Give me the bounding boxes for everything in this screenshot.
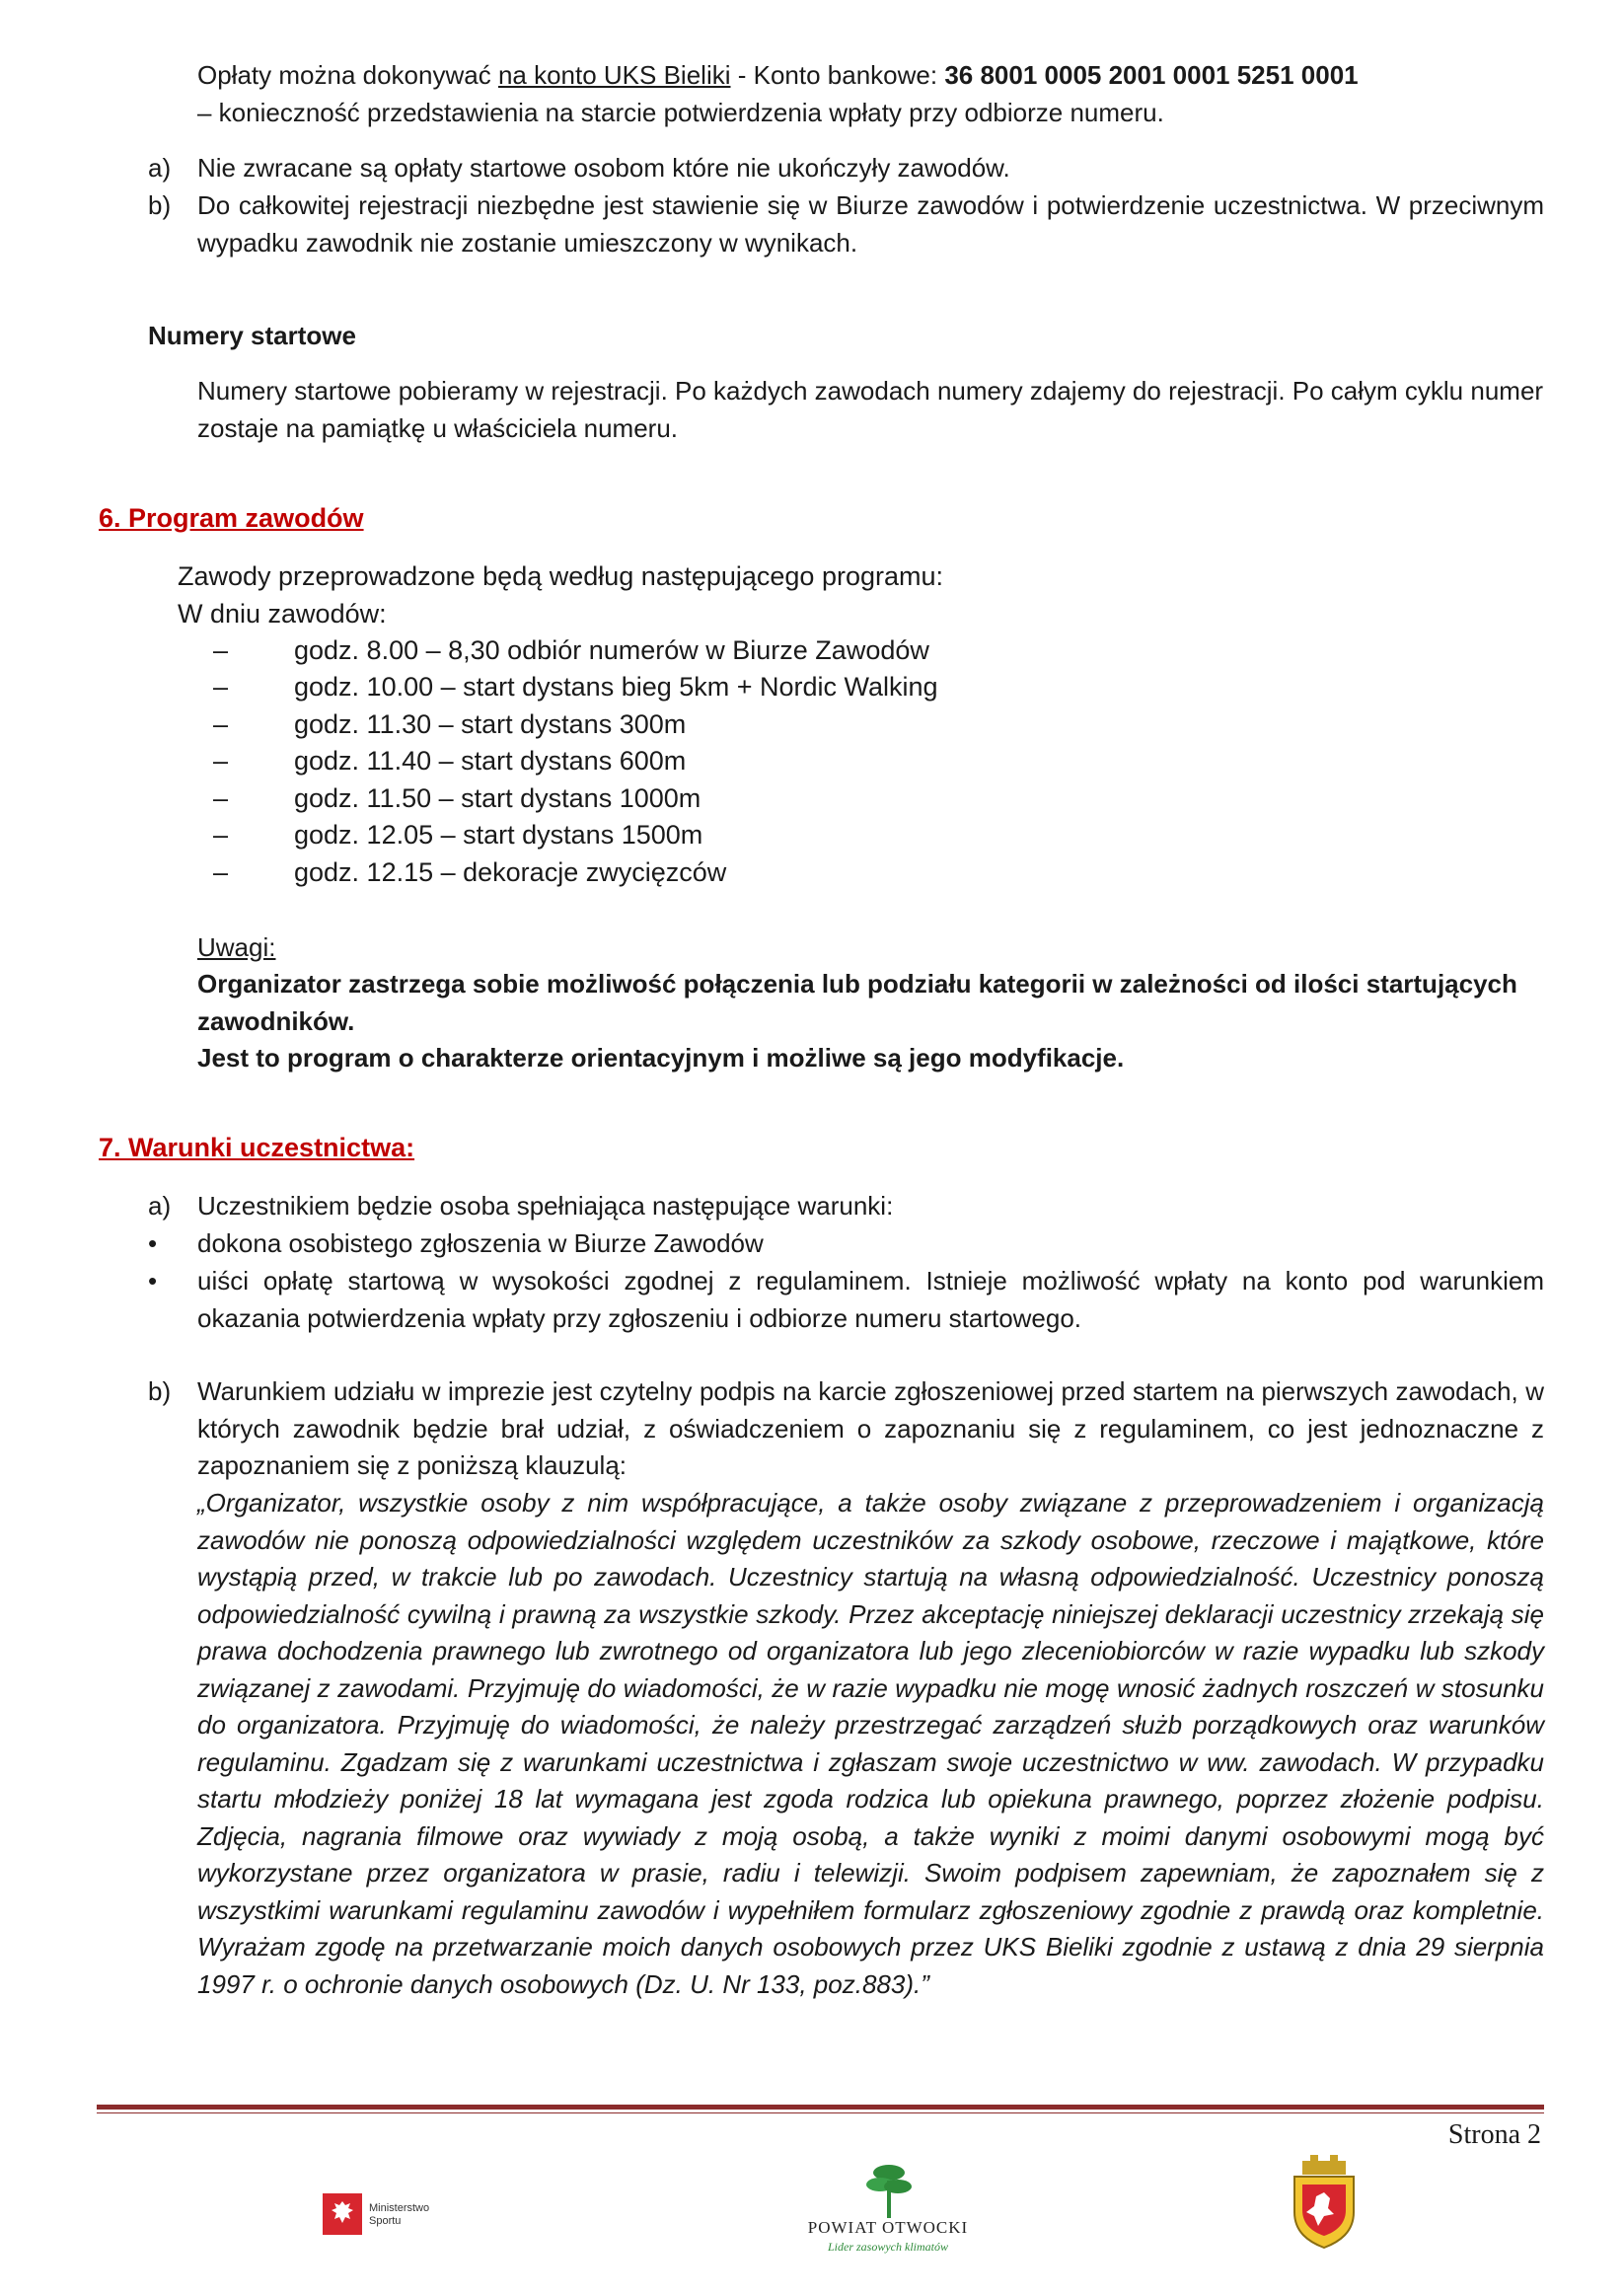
payment-line-2: – konieczność przedstawienia na starcie potwierdzenia wpłaty przy odbiorze numeru.: [197, 98, 1164, 127]
liability-clause: „Organizator, wszystkie osoby z nim współpracujące, a także osoby związane z przeprowadzeniem i organizacją zawodów nie ponoszą odpowiedzialności względem uczestników za szkody osobowe, rzeczowe i majątkowe, które wystąpią przed, w trakcie lub po zawodach. Uczestnicy startują na własną odpowiedzialność. Uczestnicy ponoszą odpowiedzialność cywilną i prawną za wszystkie szkody. Przez akceptację niniejszej deklaracji uczestnicy zrzekają się prawa dochodzenia prawnego lub zwrotnego od organizatora lub jego zleceniobiorców w razie wypadku lub szkody związanej z zawodami. Przyjmuję do wiadomości, że w razie wypadku nie mogę wnosić żadnych roszczeń w stosunku do organizatora. Przyjmuję do wiadomości, że należy przestrzegać zarządzeń służb porządkowych oraz warunków regulaminu. Zgadzam się z warunkami uczestnictwa i zgłaszam swoje uczestnictwo w ww. zawodach. W przypadku startu młodzieży poniżej 18 lat wymagana jest zgoda rodzica lub opiekuna prawnego, poprzez złożenie podpisu. Zdjęcia, nagrania filmowe oraz wywiady z moją osobą, a także wyniki z moimi danymi osobowymi mogą być wykorzystane przez organizatora w prasie, radiu i telewizji. Swoim podpisem zapewniam, że zapoznałem się z wszystkimi warunkami regulaminu zawodów i wypełniłem formularz zgłoszeniowy zgodnie z prawdą oraz kompletnie. Wyrażam zgodę na przetwarzanie moich danych osobowych przez UKS Bieliki zgodnie z ustawą z dnia 29 sierpnia 1997 r. o ochronie danych osobowych (Dz. U. Nr 133, poz.883).”: [197, 1488, 1544, 1999]
page-number: Strona 2: [1447, 2119, 1541, 2150]
payment-account-link[interactable]: na konto UKS Bieliki: [497, 60, 731, 90]
participant-conditions: Uczestnikiem będzie osoba spełniająca następujące warunki:: [197, 1191, 894, 1221]
coat-of-arms: [1289, 2151, 1360, 2250]
footer-rule-thin: [97, 2112, 1544, 2113]
dash-marker: –: [213, 672, 229, 702]
powiat-logo: [770, 2161, 1006, 2259]
list-marker-b: b): [148, 1376, 172, 1406]
bullet-marker: •: [148, 1266, 158, 1296]
start-numbers-text: Numery startowe pobieramy w rejestracji. Po każdych zawodach numery zdajemy do rejestracji. Po całym cyklu numer zostaje na pamiątkę u właściciela numeru.: [197, 376, 1544, 443]
ministry-name-line2: Sportu: [369, 2215, 402, 2227]
section-7-heading: 7. Warunki uczestnictwa:: [99, 1133, 415, 1162]
participation-clause-intro: Warunkiem udziału w imprezie jest czytelny podpis na karcie zgłoszeniowej przed startem na pierwszych zawodach, w których zawodnik będzie brał udział, z oświadczeniem o zapoznaniu się z regulaminem, co jest jednoznaczne z zapoznaniem się z poniższą klauzulą:: [197, 1376, 1544, 1480]
dash-marker: –: [213, 857, 229, 887]
bullet-marker: •: [148, 1228, 158, 1258]
list-marker-a: a): [148, 1191, 172, 1221]
schedule-text: godz. 11.40 – start dystans 600m: [294, 746, 687, 776]
dash-marker: –: [213, 635, 229, 665]
dash-marker: –: [213, 709, 229, 739]
dash-marker: –: [213, 783, 229, 813]
program-day-label: W dniu zawodów:: [178, 599, 387, 629]
dash-marker: –: [213, 746, 229, 776]
ministry-name-line1: Ministerstwo: [369, 2202, 430, 2214]
notes-label: Uwagi:: [197, 932, 276, 962]
condition-registration: dokona osobistego zgłoszenia w Biurze Zawodów: [197, 1228, 764, 1258]
pine-tree-icon: [860, 2161, 918, 2220]
refund-note: Nie zwracane są opłaty startowe osobom które nie ukończyły zawodów.: [197, 153, 1010, 183]
coat-of-arms-icon: [1289, 2151, 1360, 2250]
schedule-text: godz. 11.30 – start dystans 300m: [294, 709, 687, 739]
list-marker-b: b): [148, 190, 172, 220]
dash-marker: –: [213, 820, 229, 850]
condition-payment: uiści opłatę startową w wysokości zgodnej z regulaminem. Istnieje możliwość wpłaty na konto pod warunkiem okazania potwierdzenia wpłaty przy zgłoszeniu i odbiorze numeru startowego.: [197, 1266, 1544, 1333]
list-marker-a: a): [148, 153, 172, 183]
registration-note: Do całkowitej rejestracji niezbędne jest stawienie się w Biurze zawodów i potwierdzenie uczestnictwa. W przeciwnym wypadku zawodnik nie zostanie umieszczony w wynikach.: [197, 190, 1544, 258]
note-program: Jest to program o charakterze orientacyjnym i możliwe są jego modyfikacje.: [197, 1043, 1125, 1073]
schedule-text: godz. 11.50 – start dystans 1000m: [294, 783, 701, 813]
bank-account-number: 36 8001 0005 2001 0001 5251 0001: [944, 60, 1359, 90]
section-6-heading: 6. Program zawodów: [99, 503, 364, 533]
footer-rule-thick: [97, 2105, 1544, 2110]
powiat-name: POWIAT OTWOCKI: [807, 2218, 969, 2237]
schedule-text: godz. 8.00 – 8,30 odbiór numerów w Biurze Zawodów: [294, 635, 929, 665]
payment-text: Opłaty można dokonywać: [197, 60, 498, 90]
start-numbers-heading: Numery startowe: [148, 321, 356, 350]
payment-line-1: [197, 57, 1549, 95]
schedule-text: godz. 12.15 – dekoracje zwycięzców: [294, 857, 727, 887]
schedule-text: godz. 12.05 – start dystans 1500m: [294, 820, 703, 850]
note-categories: Organizator zastrzega sobie możliwość połączenia lub podziału kategorii w zależności od ilości startujących zawodników.: [197, 969, 1517, 1036]
program-intro: Zawody przeprowadzone będą według następującego programu:: [178, 561, 943, 591]
payment-text-2: - Konto bankowe:: [730, 60, 945, 90]
eagle-emblem-icon: [322, 2192, 363, 2236]
ministry-logo: [322, 2192, 450, 2236]
powiat-slogan: Lider zasowych klimatów: [828, 2240, 948, 2254]
schedule-text: godz. 10.00 – start dystans bieg 5km + Nordic Walking: [294, 672, 938, 702]
